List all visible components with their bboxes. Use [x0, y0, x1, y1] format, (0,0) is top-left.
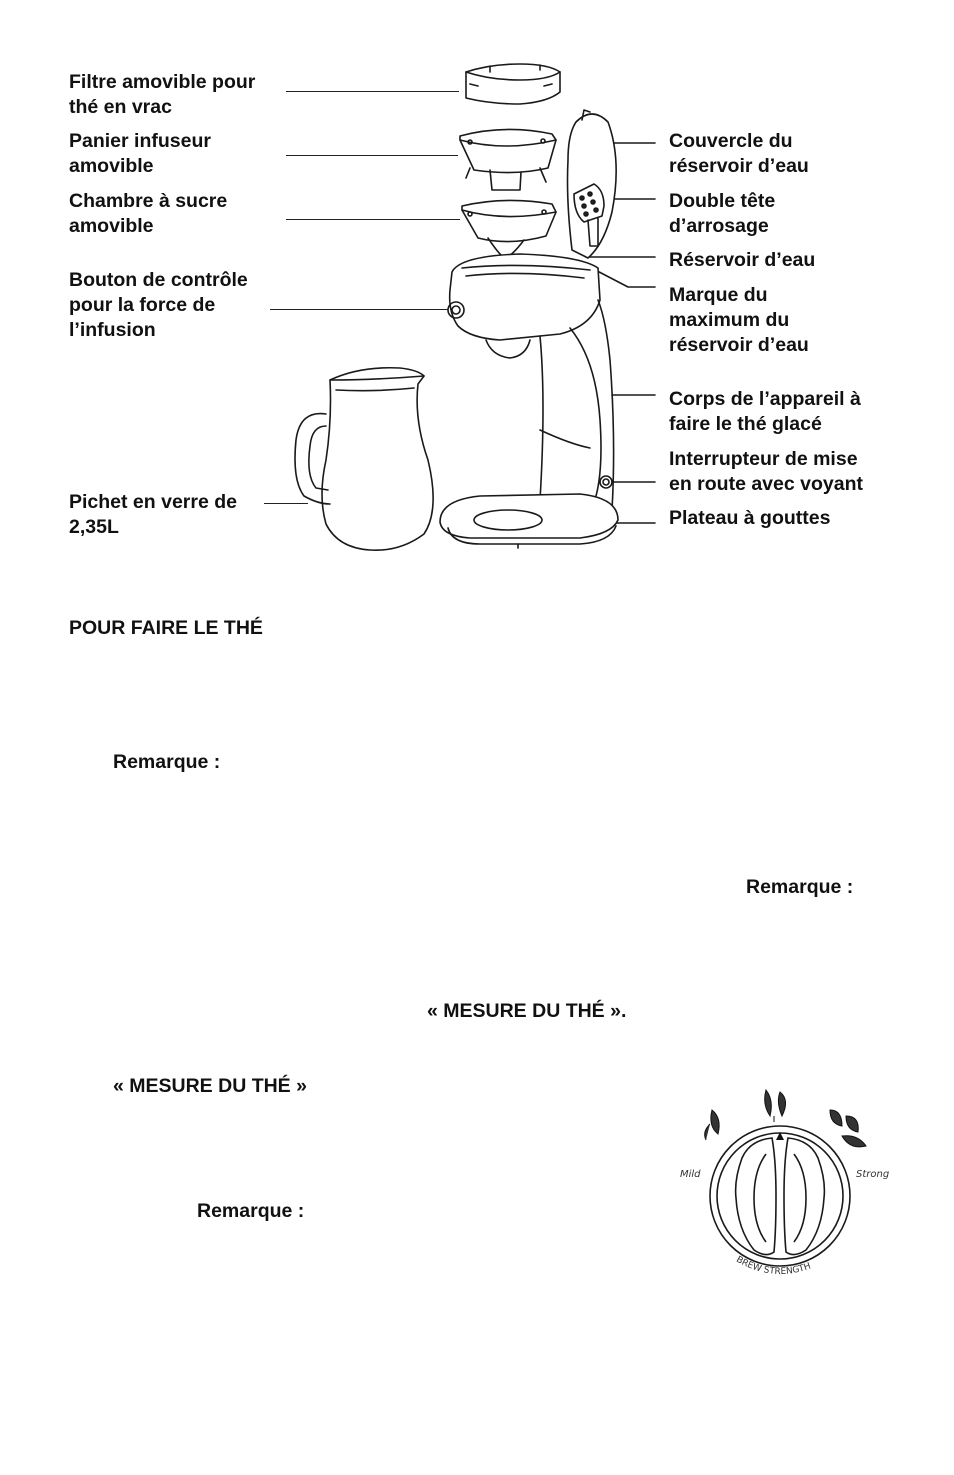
leaf-icon-mild: [705, 1110, 719, 1140]
tea-measure-ref-1: « MESURE DU THÉ ».: [427, 1000, 627, 1022]
label-shower-head: Double tête d’arrosage: [669, 190, 776, 237]
infuser-basket-drawing: [460, 129, 556, 190]
glass-pitcher-drawing: [295, 368, 433, 550]
label-drip-tray: Plateau à gouttes: [669, 507, 831, 529]
leaf-icon-strong: [830, 1110, 866, 1147]
dial-label-mild: Mild: [680, 1169, 701, 1180]
dial-label-brew-strength: BREW STRENGTH: [734, 1254, 813, 1278]
loose-tea-filter-drawing: [466, 64, 560, 104]
dial-label-strong: Strong: [856, 1169, 890, 1180]
iced-tea-maker-illustration: [0, 0, 954, 600]
leaf-icon-medium: [765, 1090, 786, 1122]
note-label-3: Remarque :: [197, 1200, 305, 1222]
tea-measure-ref-2: « MESURE DU THÉ »: [113, 1075, 307, 1097]
label-infuser-basket: Panier infuseur amovible: [69, 130, 211, 177]
brew-strength-dial: [670, 1080, 910, 1300]
label-sugar-chamber: Chambre à sucre amovible: [69, 190, 228, 237]
section-heading: POUR FAIRE LE THÉ: [69, 617, 263, 639]
label-strength-knob: Bouton de contrôle pour la force de l’infusion: [69, 269, 248, 341]
label-loose-tea-filter: Filtre amovible pour thé en vrac: [69, 71, 256, 118]
note-label-2: Remarque :: [746, 876, 854, 898]
base-drip-tray-drawing: [440, 494, 618, 548]
label-water-reservoir: Réservoir d’eau: [669, 249, 816, 271]
reservoir-lid-drawing: [568, 110, 617, 258]
label-max-mark: Marque du maximum du réservoir d’eau: [669, 284, 809, 356]
label-glass-pitcher: Pichet en verre de 2,35L: [69, 491, 237, 538]
label-reservoir-lid: Couvercle du réservoir d’eau: [669, 130, 809, 177]
label-power-switch: Interrupteur de mise en route avec voyant: [669, 448, 863, 495]
appliance-head-drawing: [448, 254, 600, 358]
label-housing: Corps de l’appareil à faire le thé glacé: [669, 388, 861, 435]
sugar-chamber-drawing: [462, 200, 556, 258]
note-label-1: Remarque :: [113, 751, 221, 773]
